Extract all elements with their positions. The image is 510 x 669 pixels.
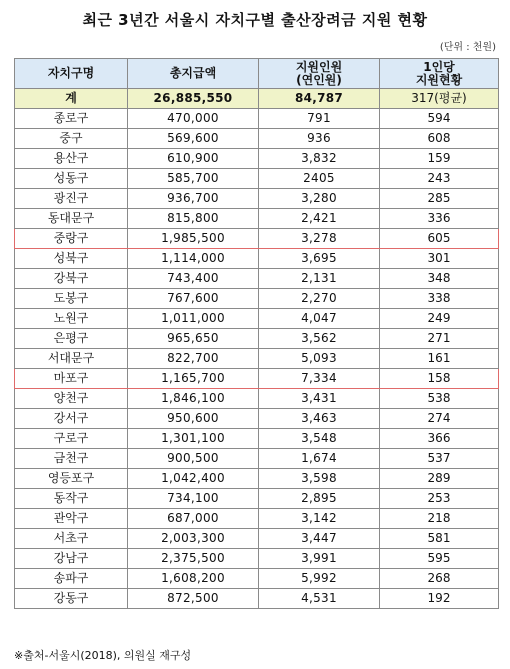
per-person-cell: 348 (380, 269, 499, 289)
per-person-cell: 161 (380, 349, 499, 369)
table-row (15, 309, 499, 329)
per-person-cell: 249 (380, 309, 499, 329)
total-recipients: 84,787 (259, 89, 380, 109)
header-per-person-line2: 지원현황 (415, 72, 463, 87)
recipients-cell: 3,463 (259, 409, 380, 429)
district-cell: 동대문구 (15, 209, 128, 229)
per-person-cell: 268 (380, 569, 499, 589)
per-person-cell: 538 (380, 389, 499, 409)
recipients-cell: 3,280 (259, 189, 380, 209)
recipients-cell: 3,548 (259, 429, 380, 449)
amount-cell: 743,400 (128, 269, 259, 289)
amount-cell: 950,600 (128, 409, 259, 429)
table-row (15, 369, 499, 389)
total-per-person: 317(평균) (380, 89, 499, 109)
district-cell: 강남구 (15, 549, 128, 569)
district-cell: 관악구 (15, 509, 128, 529)
header-recipients (259, 59, 380, 89)
recipients-cell: 3,278 (259, 229, 380, 249)
district-cell: 서대문구 (15, 349, 128, 369)
per-person-cell: 289 (380, 469, 499, 489)
recipients-cell: 4,047 (259, 309, 380, 329)
table-row (15, 489, 499, 509)
district-cell: 구로구 (15, 429, 128, 449)
district-cell: 동작구 (15, 489, 128, 509)
recipients-cell: 5,093 (259, 349, 380, 369)
district-cell: 양천구 (15, 389, 128, 409)
amount-cell: 2,375,500 (128, 549, 259, 569)
district-cell: 송파구 (15, 569, 128, 589)
amount-cell: 1,301,100 (128, 429, 259, 449)
district-cell: 강서구 (15, 409, 128, 429)
amount-cell: 734,100 (128, 489, 259, 509)
per-person-cell: 192 (380, 589, 499, 609)
per-person-cell: 336 (380, 209, 499, 229)
recipients-cell: 3,447 (259, 529, 380, 549)
table-row (15, 589, 499, 609)
recipients-cell: 3,431 (259, 389, 380, 409)
table-row (15, 449, 499, 469)
per-person-cell: 605 (380, 229, 499, 249)
table-row (15, 209, 499, 229)
district-cell: 금천구 (15, 449, 128, 469)
recipients-cell: 2,895 (259, 489, 380, 509)
recipients-cell: 1,674 (259, 449, 380, 469)
per-person-cell: 366 (380, 429, 499, 449)
per-person-cell: 274 (380, 409, 499, 429)
amount-cell: 687,000 (128, 509, 259, 529)
amount-cell: 1,042,400 (128, 469, 259, 489)
recipients-cell: 3,562 (259, 329, 380, 349)
district-cell: 성동구 (15, 169, 128, 189)
amount-cell: 1,011,000 (128, 309, 259, 329)
district-cell: 강동구 (15, 589, 128, 609)
total-label: 계 (15, 89, 128, 109)
amount-cell: 1,165,700 (128, 369, 259, 389)
table-row (15, 329, 499, 349)
source-note: ※출처-서울시(2018), 의원실 재구성 (14, 649, 192, 662)
table-row (15, 169, 499, 189)
amount-cell: 569,600 (128, 129, 259, 149)
district-cell: 노원구 (15, 309, 128, 329)
per-person-cell: 158 (380, 369, 499, 389)
total-amount: 26,885,550 (128, 89, 259, 109)
header-recipients-line2: (연인원) (296, 72, 342, 87)
table-row (15, 469, 499, 489)
per-person-cell: 243 (380, 169, 499, 189)
district-cell: 영등포구 (15, 469, 128, 489)
recipients-cell: 5,992 (259, 569, 380, 589)
amount-cell: 2,003,300 (128, 529, 259, 549)
district-cell: 도봉구 (15, 289, 128, 309)
table-row (15, 289, 499, 309)
header-district: 자치구명 (15, 59, 128, 89)
table-row (15, 109, 499, 129)
per-person-cell: 271 (380, 329, 499, 349)
amount-cell: 815,800 (128, 209, 259, 229)
district-cell: 종로구 (15, 109, 128, 129)
recipients-cell: 936 (259, 129, 380, 149)
per-person-cell: 581 (380, 529, 499, 549)
amount-cell: 1,985,500 (128, 229, 259, 249)
table-row (15, 569, 499, 589)
total-row (15, 89, 499, 109)
table-row (15, 349, 499, 369)
recipients-cell: 3,991 (259, 549, 380, 569)
recipients-cell: 2,131 (259, 269, 380, 289)
per-person-cell: 338 (380, 289, 499, 309)
table-row (15, 249, 499, 269)
amount-cell: 610,900 (128, 149, 259, 169)
page-title: 최근 3년간 서울시 자치구별 출산장려금 지원 현황 (82, 11, 428, 29)
amount-cell: 872,500 (128, 589, 259, 609)
district-cell: 중랑구 (15, 229, 128, 249)
district-table (14, 58, 499, 609)
recipients-cell: 3,598 (259, 469, 380, 489)
amount-cell: 965,650 (128, 329, 259, 349)
district-cell: 광진구 (15, 189, 128, 209)
unit-note: (단위 : 천원) (439, 42, 496, 53)
per-person-cell: 253 (380, 489, 499, 509)
table-row (15, 269, 499, 289)
amount-cell: 822,700 (128, 349, 259, 369)
amount-cell: 1,114,000 (128, 249, 259, 269)
per-person-cell: 301 (380, 249, 499, 269)
amount-cell: 470,000 (128, 109, 259, 129)
header-recipients-line1: 지원인원 (295, 59, 343, 74)
table-header-row (15, 59, 499, 89)
per-person-cell: 159 (380, 149, 499, 169)
amount-cell: 585,700 (128, 169, 259, 189)
recipients-cell: 3,695 (259, 249, 380, 269)
recipients-cell: 2,270 (259, 289, 380, 309)
recipients-cell: 791 (259, 109, 380, 129)
table-row (15, 189, 499, 209)
amount-cell: 936,700 (128, 189, 259, 209)
amount-cell: 767,600 (128, 289, 259, 309)
header-per-person (380, 59, 499, 89)
amount-cell: 1,608,200 (128, 569, 259, 589)
table-row (15, 409, 499, 429)
per-person-cell: 218 (380, 509, 499, 529)
recipients-cell: 3,142 (259, 509, 380, 529)
table-row (15, 229, 499, 249)
district-cell: 용산구 (15, 149, 128, 169)
per-person-cell: 285 (380, 189, 499, 209)
per-person-cell: 595 (380, 549, 499, 569)
per-person-cell: 608 (380, 129, 499, 149)
district-cell: 마포구 (15, 369, 128, 389)
header-total-amount: 총지급액 (128, 59, 259, 89)
recipients-cell: 2,421 (259, 209, 380, 229)
amount-cell: 1,846,100 (128, 389, 259, 409)
recipients-cell: 2405 (259, 169, 380, 189)
table-row (15, 549, 499, 569)
table-row (15, 149, 499, 169)
district-cell: 서초구 (15, 529, 128, 549)
recipients-cell: 7,334 (259, 369, 380, 389)
table-row (15, 389, 499, 409)
per-person-cell: 537 (380, 449, 499, 469)
district-cell: 중구 (15, 129, 128, 149)
header-per-person-line1: 1인당 (423, 59, 455, 74)
amount-cell: 900,500 (128, 449, 259, 469)
table-row (15, 509, 499, 529)
recipients-cell: 4,531 (259, 589, 380, 609)
district-cell: 성북구 (15, 249, 128, 269)
table-row (15, 129, 499, 149)
per-person-cell: 594 (380, 109, 499, 129)
table-row (15, 529, 499, 549)
table-row (15, 429, 499, 449)
recipients-cell: 3,832 (259, 149, 380, 169)
district-cell: 은평구 (15, 329, 128, 349)
district-cell: 강북구 (15, 269, 128, 289)
